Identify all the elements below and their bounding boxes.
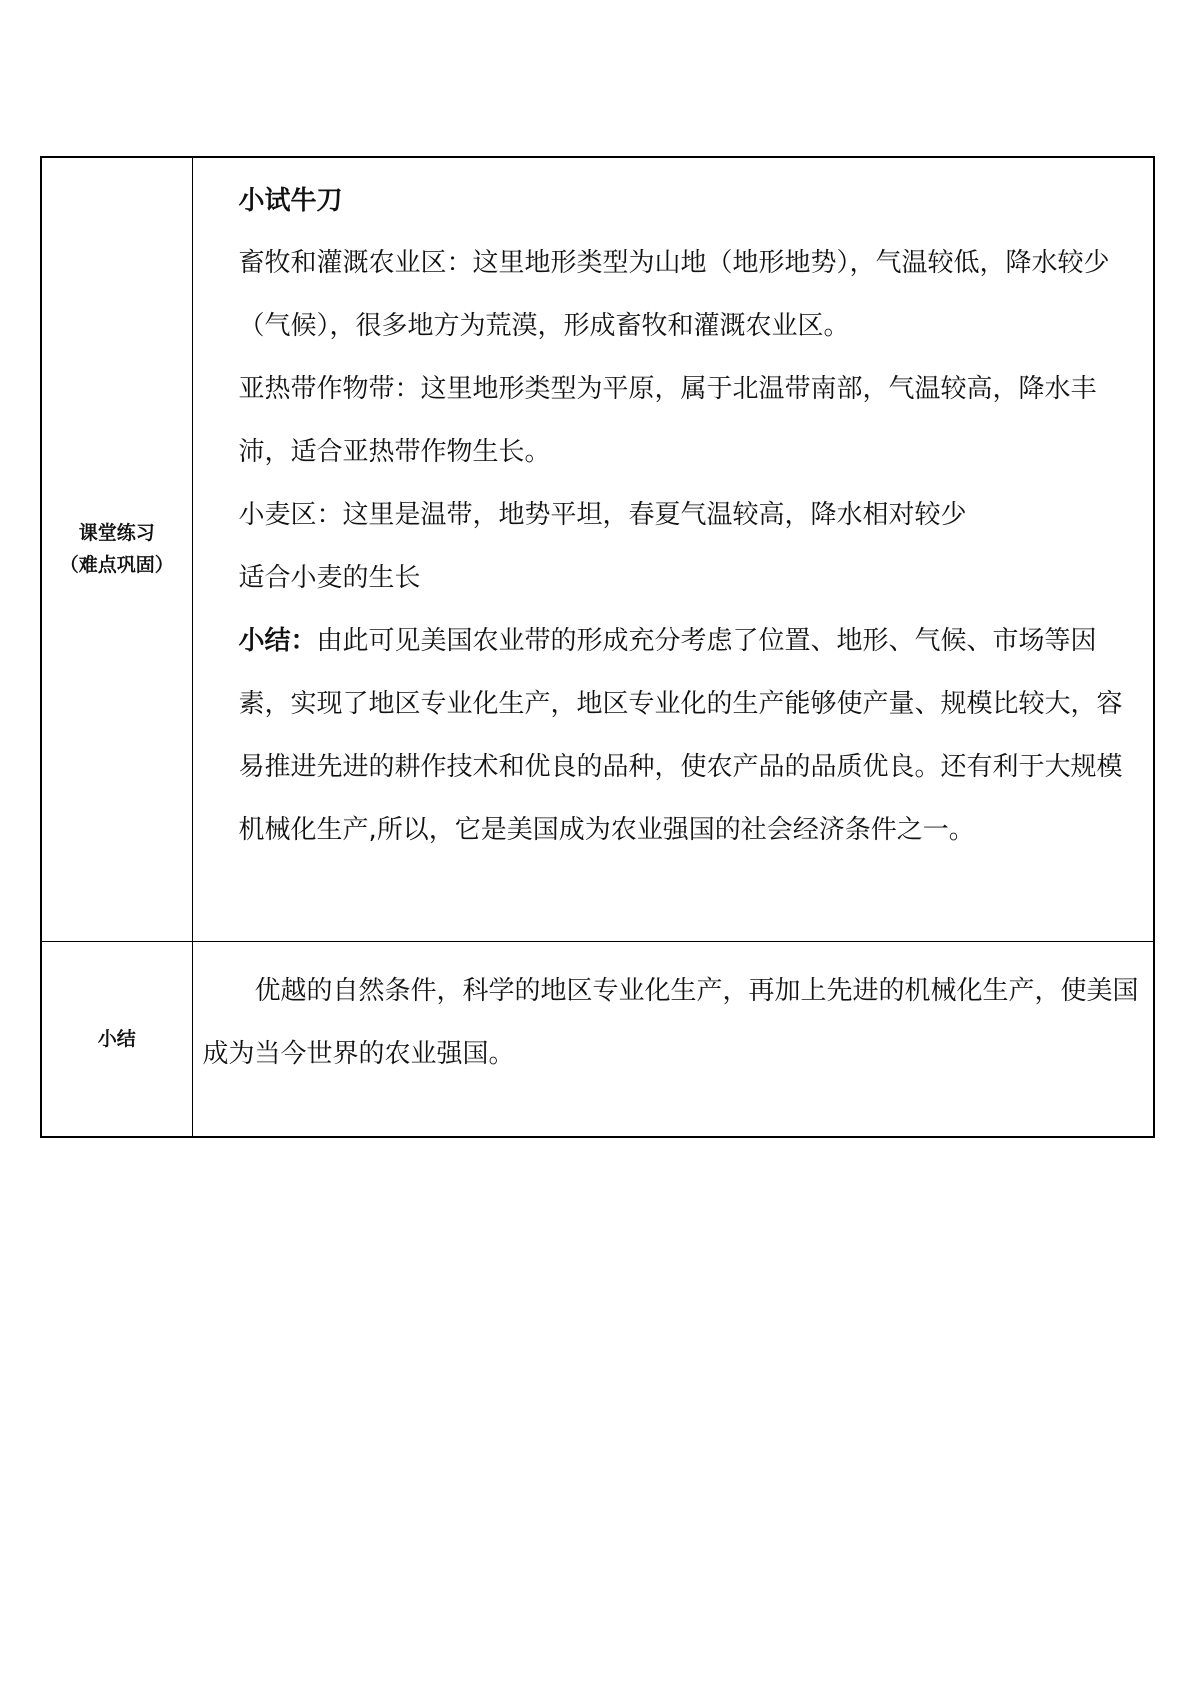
- section-heading: 小试牛刀: [238, 186, 343, 216]
- paragraph-subtropical-belt: 亚热带作物带：这里地形类型为平原，属于北温带南部，气温较高，降水丰沛，适合亚热带作物生长。: [238, 374, 1097, 467]
- summary-paragraph: 优越的自然条件，科学的地区专业化生产，再加上先进的机械化生产，使美国成为当今世界的农业强国。: [202, 975, 1139, 1069]
- paragraph-wheat-growth: 适合小麦的生长: [238, 563, 421, 593]
- summary-prefix: 小结：: [238, 626, 317, 656]
- row-label-line: （难点巩固）: [59, 554, 174, 577]
- paragraph-summary: [239, 610, 1148, 862]
- lesson-table: [40, 156, 1155, 1138]
- table-row-summary: [41, 941, 1154, 1137]
- paragraph-livestock-irrigation: 畜牧和灌溉农业区：这里地形类型为山地（地形地势），气温较低，降水较少（气候），很多地方为荒漠，形成畜牧和灌溉农业区。: [238, 248, 1110, 341]
- practice-content: [192, 157, 1154, 941]
- row-label-summary: 小结: [41, 941, 192, 1137]
- row-label-line: 课堂练习: [78, 522, 155, 545]
- paragraph-wheat-region: 小麦区：这里是温带，地势平坦，春夏气温较高，降水相对较少: [238, 500, 967, 530]
- table-row-classroom-practice: [41, 157, 1154, 941]
- row-label-classroom-practice: [41, 157, 192, 941]
- summary-content: [192, 941, 1154, 1137]
- summary-text: 由此可见美国农业带的形成充分考虑了位置、地形、气候、市场等因素，实现了地区专业化生产，地区专业化的生产能够使产量、规模比较大，容易推进先进的耕作技术和优良的品种，使农产品的品质优良。还有利于大规模机械化生产,所以，它是美国成为农业强国的社会经济条件之一。: [238, 626, 1123, 845]
